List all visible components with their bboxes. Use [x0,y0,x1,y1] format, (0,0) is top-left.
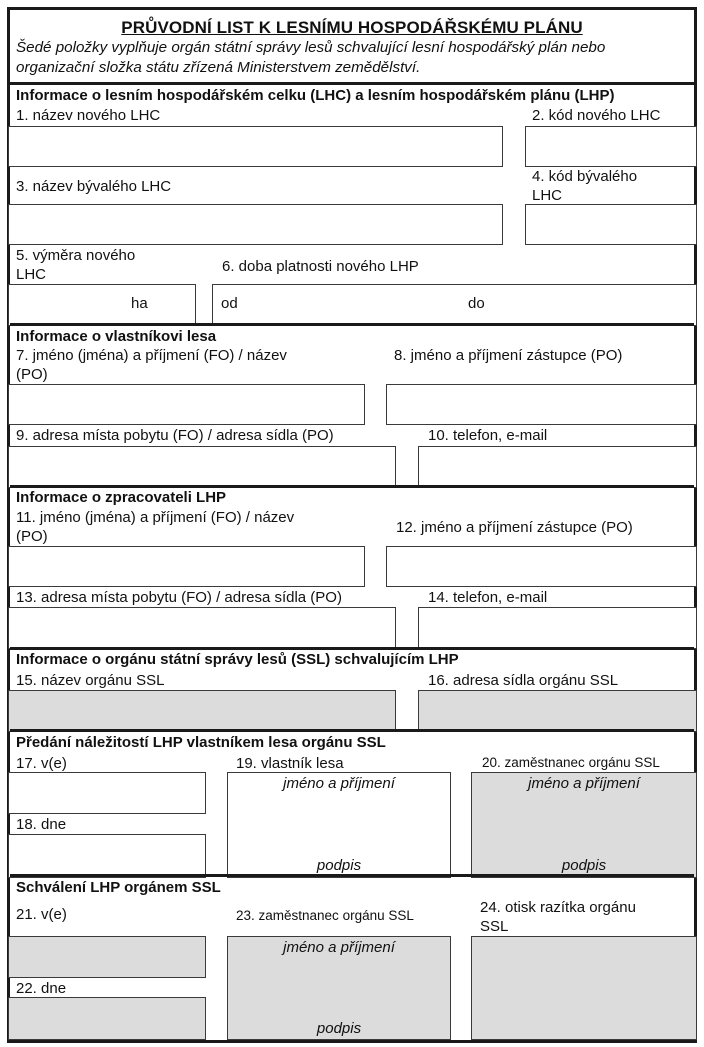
form-page [7,7,697,1043]
label-f13: 13. adresa místa pobytu (FO) / adresa sídla (PO) [16,589,342,606]
input-owner-contact[interactable] [418,446,697,488]
input-handover-place[interactable] [8,772,206,814]
input-owner-signature[interactable] [227,772,451,878]
input-processor-name[interactable] [8,546,365,587]
section-divider [10,485,694,488]
input-processor-representative[interactable] [386,546,697,587]
section-divider [10,647,694,650]
label-f3: 3. název bývalého LHC [16,178,172,195]
label-f5-line2: LHC [16,266,47,283]
hint-signature: podpis [316,1020,362,1037]
label-f24-line2: SSL [480,918,509,935]
label-f11-line2: (PO) [16,528,48,545]
input-nazev-noveho-lhc[interactable] [8,126,503,167]
input-processor-address[interactable] [8,607,396,649]
hint-name: jméno a příjmení [283,775,395,792]
input-nazev-byvaleho-lhc[interactable] [8,204,503,245]
section-header-processor: Informace o zpracovateli LHP [16,489,227,506]
input-doba-platnosti[interactable] [212,284,697,326]
input-ssl-employee-signature[interactable] [471,772,697,878]
section-divider [10,82,694,85]
input-ssl-name[interactable] [8,690,396,732]
input-ssl-address[interactable] [418,690,697,732]
input-kod-byvaleho-lhc[interactable] [525,204,697,245]
input-approval-place[interactable] [8,936,206,978]
input-kod-noveho-lhc[interactable] [525,126,697,167]
label-f12: 12. jméno a příjmení zástupce (PO) [396,519,633,536]
section-divider [10,874,694,877]
input-owner-name[interactable] [8,384,365,425]
label-f7-line2: (PO) [16,366,48,383]
instruction-note-line1: Šedé položky vyplňuje orgán státní správy lesů schvalující lesní hospodářský plán nebo [16,39,606,56]
input-owner-representative[interactable] [386,384,697,425]
section-divider [10,729,694,732]
form-title: PRŮVODNÍ LIST K LESNÍMU HOSPODÁŘSKÉMU PLÁNU [121,18,583,37]
section-divider [10,323,694,326]
hint-name: jméno a příjmení [528,775,640,792]
label-f6: 6. doba platnosti nového LHP [222,258,419,275]
input-approval-date[interactable] [8,997,206,1040]
input-stamp[interactable] [471,936,697,1040]
label-f4-line2: LHC [532,187,563,204]
input-owner-address[interactable] [8,446,396,488]
label-f23: 23. zaměstnanec orgánu SSL [236,908,414,923]
label-f21: 21. v(e) [16,906,67,923]
section-header-approval: Schválení LHP orgánem SSL [16,879,221,896]
input-vymera-noveho-lhc[interactable] [8,284,196,326]
label-f9: 9. adresa místa pobytu (FO) / adresa sídla (PO) [16,427,334,444]
label-f19: 19. vlastník lesa [236,755,344,772]
label-f22: 22. dne [16,980,67,997]
label-f2: 2. kód nového LHC [532,107,661,124]
label-f1: 1. název nového LHC [16,107,161,124]
input-approval-employee-signature[interactable] [227,936,451,1040]
input-handover-date[interactable] [8,834,206,878]
label-f14: 14. telefon, e-mail [428,589,548,606]
label-f17: 17. v(e) [16,755,67,772]
section-header-owner: Informace o vlastníkovi lesa [16,328,217,345]
label-f7-line1: 7. jméno (jména) a příjmení (FO) / název [16,347,287,364]
label-f8: 8. jméno a příjmení zástupce (PO) [394,347,623,364]
label-f5-line1: 5. výměra nového [16,247,136,264]
hint-signature: podpis [316,857,362,874]
instruction-note-line2: organizační složka státu zřízená Ministerstvem zemědělství. [16,59,421,76]
section-header-ssl: Informace o orgánu státní správy lesů (SSL) schvalujícím LHP [16,651,459,668]
label-f4-line1: 4. kód bývalého [532,168,638,185]
hint-name: jméno a příjmení [283,939,395,956]
hint-signature: podpis [561,857,607,874]
label-f10: 10. telefon, e-mail [428,427,548,444]
label-f15: 15. název orgánu SSL [16,672,165,689]
label-f20: 20. zaměstnanec orgánu SSL [482,755,660,770]
label-do: do [468,295,485,312]
section-header-handover: Předání náležitostí LHP vlastníkem lesa orgánu SSL [16,734,386,751]
input-processor-contact[interactable] [418,607,697,649]
unit-ha: ha [131,295,148,312]
label-f18: 18. dne [16,816,67,833]
label-f16: 16. adresa sídla orgánu SSL [428,672,619,689]
section-header-lhc: Informace o lesním hospodářském celku (LHC) a lesním hospodářském plánu (LHP) [16,87,615,104]
label-f11-line1: 11. jméno (jména) a příjmení (FO) / název [16,509,295,526]
label-od: od [221,295,238,312]
label-f24-line1: 24. otisk razítka orgánu [480,899,636,916]
